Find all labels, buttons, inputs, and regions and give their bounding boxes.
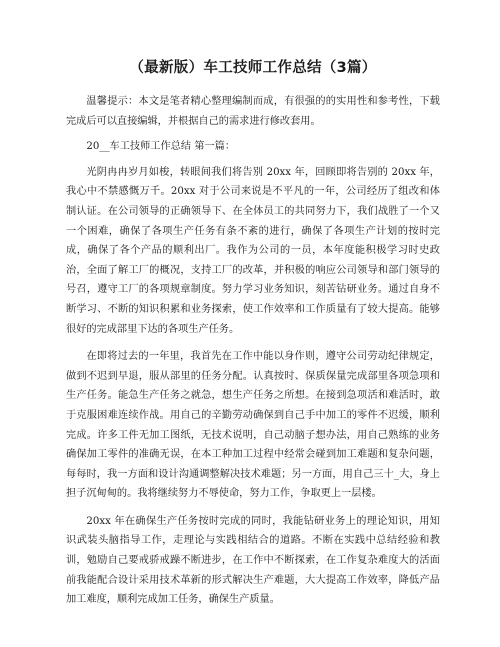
spacer: [66, 339, 440, 347]
body-paragraph-2: 在即将过去的一年里，我首先在工作中能以身作则，遵守公司劳动纪律规定，做到不迟到早退，服从部里的任务分配。认真按时、保质保量完成部里各项急项和生产任务。能急生产任务之就急，想生产任务之所想。在接到急项活和难活时，敢于克服困难连续作战。用自己的辛勤劳动确保到自己手中加工的零件不迟缓，顺利完成。许多工件无加工图纸，无技术说明，自己动脑子想办法，用自己熟练的业务确保加工零件的准确无误，在本工种加工过程中经常会碰到加工难题和复杂问题，每每时，我一方面和设计沟通调整解决技术难题；另一方面，用自己三十_大，身上担子沉甸甸的。我将继续努力不辱使命，努力工作，争取更上一层楼。: [66, 351, 440, 500]
spacer: [66, 504, 440, 512]
section-heading: 20__车工技师工作总结 第一篇：: [86, 141, 236, 153]
document-title: （最新版）车工技师工作总结（3篇）: [129, 60, 377, 76]
body-paragraph-1: 光阴冉冉岁月如梭，转眼间我们将告别 20xx 年，回顾即将告别的 20xx 年，我心中不禁感慨万千。20xx 对于公司来说是不平凡的一年，公司经历了组改和体制认证。在公司领导的正确领导下、在全体员工的共同努力下，我们战胜了一个又一个困难，确保了各项生产任务有条不紊的进行，确保了各项生产计划的按时完成，确保了各个产品的顺利出厂。我作为公司的一员，本年度能积极学习时史政治，全面了解工厂的概况，支持工厂的改革，并积极的响应公司领导和部门领导的号召，遵守工厂的各项规章制度。努力学习业务知识，刻苦钻研业务。通过自身不断学习、不断的知识积累和业务探索，使工作效率和工作质量有了较大提高。能够很好的完成部里下达的各项生产任务。: [66, 166, 440, 335]
body-paragraph-3: 20xx 年在确保生产任务按时完成的同时，我能钻研业务上的理论知识，用知识武装头脑指导工作，走理论与实践相结合的道路。不断在实践中总结经验和教训，勉励自己要戒骄戒躁不断进步，在工作中不断探索，在工作复杂难度大的活面前我能配合设计采用技术革新的形式解决生产难题，大大提高工作效率，降低产品加工难度，顺利完成加工任务，确保生产质量。: [66, 515, 440, 606]
intro-paragraph: 温馨提示：本文是笔者精心整理编制而成，有很强的的实用性和参考性，下载完成后可以直接编辑，并根据自己的需求进行修改套用。: [66, 96, 440, 127]
